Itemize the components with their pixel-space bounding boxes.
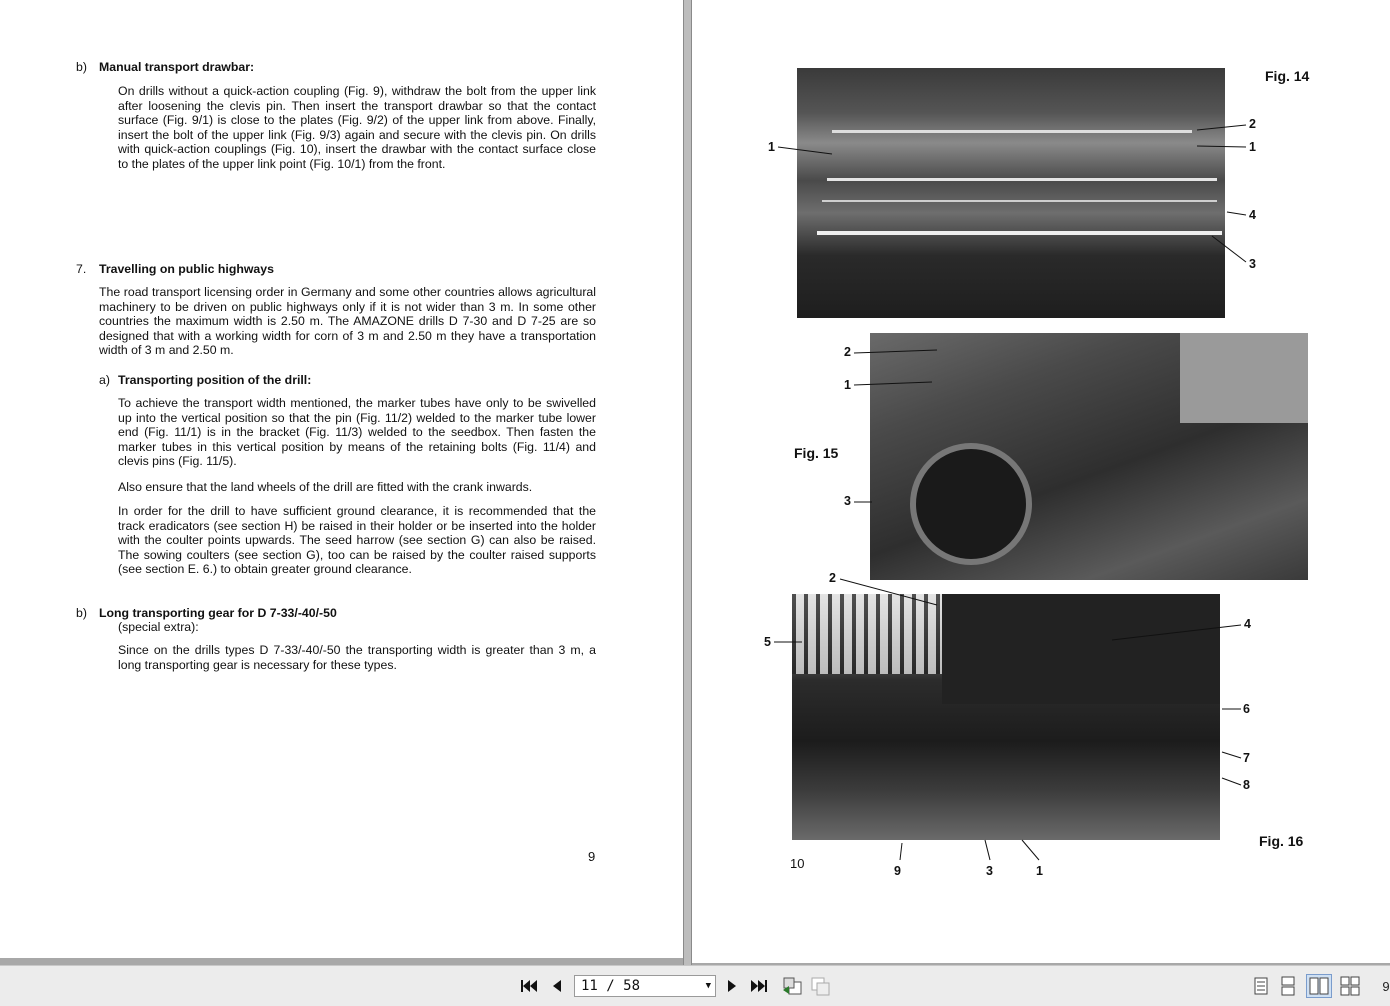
section-a-title: Transporting position of the drill:: [118, 373, 312, 387]
left-page: [0, 0, 683, 958]
last-page-icon: [750, 978, 768, 994]
view-continuous-facing-button[interactable]: [1338, 974, 1362, 998]
previous-page-button[interactable]: [546, 974, 566, 998]
fig15-label-2: 2: [844, 345, 851, 359]
fig16-label-4: 4: [1244, 617, 1251, 631]
section-a-text2: Also ensure that the land wheels of the drill are fitted with the crank inwards.: [118, 480, 533, 494]
section-b1-label: b): [76, 60, 87, 74]
fig14-label-4: 4: [1249, 208, 1256, 222]
fig14-label-2: 2: [1249, 117, 1256, 131]
view-single-page-button[interactable]: [1251, 974, 1271, 998]
page-number-input[interactable]: [574, 975, 716, 997]
fig16-caption: Fig. 16: [1259, 833, 1304, 849]
section-b2-text: Since on the drills types D 7-33/-40/-50 the transporting width is greater than 3 m, a long transporting gear is necessary for these types.: [118, 643, 596, 672]
continuous-facing-icon: [1340, 976, 1360, 996]
previous-view-icon: [781, 976, 803, 996]
section-7-title: Travelling on public highways: [99, 262, 274, 276]
single-page-icon: [1254, 977, 1268, 995]
section-a-text1: To achieve the transport width mentioned, the marker tubes have only to be swivelled up into the vertical position so that the pin (Fig. 11/2) welded to the marker tube lower end (Fig. 11/1) is in the bracket (Fig. 11/3) welded to the seedbox. Then fasten the marker tubes in this vertical position by means of the retaining bolts (Fig. 11/4) and clevis pins (Fig. 11/5).: [118, 396, 596, 469]
previous-page-icon: [550, 978, 562, 994]
section-b2-title: Long transporting gear for D 7-33/-40/-50: [99, 606, 337, 620]
fig16-label-8: 8: [1243, 778, 1250, 792]
go-back-view-button[interactable]: [780, 974, 804, 998]
section-7-text: The road transport licensing order in Germany and some other countries allows agricultural machinery to be driven on public highways only if it is not wider than 3 m. In some other countries the maximum width is 2.50 m. The AMAZONE drills D 7-30 and D 7-25 are so designed that with a working width for corn of 3 m and 2.50 m they have a transportation width of 3 m and 2.50 m.: [99, 285, 596, 358]
view-facing-button[interactable]: [1306, 974, 1332, 998]
first-page-button[interactable]: [518, 974, 540, 998]
section-b1-title: Manual transport drawbar:: [99, 60, 255, 74]
view-continuous-button[interactable]: [1278, 974, 1298, 998]
first-page-icon: [520, 978, 538, 994]
fig16-label-1: 1: [1036, 864, 1043, 878]
fig14-caption: Fig. 14: [1265, 68, 1310, 84]
last-page-button[interactable]: [748, 974, 770, 998]
fig16-label-2: 2: [829, 571, 836, 585]
fig15-label-1: 1: [844, 378, 851, 392]
facing-pages-icon: [1309, 977, 1329, 995]
page-gutter: [683, 0, 692, 965]
section-b2-subtitle: (special extra):: [118, 620, 199, 634]
fig15-label-3: 3: [844, 494, 851, 508]
next-page-icon: [726, 978, 738, 994]
section-a-text3: In order for the drill to have sufficient ground clearance, it is recommended that the track eradicators (see section H) be raised in their holder or be inserted into the holder with the coulter points upwards. The seed harrow (see section G) can also be raised. The sowing coulters (see section G), too can be raised by the coulter raised supports (see section E. 6.) to obtain greater ground clearance.: [118, 504, 596, 577]
fig16-label-9: 9: [894, 864, 901, 878]
figure-leader-lines: [692, 0, 1390, 963]
toolbar-overflow-text: 9: [1382, 978, 1390, 994]
section-b1-text: On drills without a quick-action coupling (Fig. 9), withdraw the bolt from the upper link after loosening the clevis pin. Then insert the transport drawbar so that the contact surface (Fig. 9/1) is close to the plates (Fig. 9/2) of the upper link from above. Finally, insert the bolt of the upper link (Fig. 9/3) again and secure with the clevis pin. On drills with quick-action couplings (Fig. 10), insert the drawbar with the contact surface close to the plates of the upper link point (Fig. 10/1) from the front.: [118, 84, 596, 171]
page-dropdown-icon[interactable]: ▼: [705, 981, 711, 991]
right-page: [692, 0, 1390, 963]
fig16-label-5: 5: [764, 635, 771, 649]
continuous-page-icon: [1281, 976, 1295, 996]
fig16-label-6: 6: [1243, 702, 1250, 716]
next-view-icon: [809, 976, 831, 996]
section-7-label: 7.: [76, 262, 87, 276]
fig15-caption: Fig. 15: [794, 445, 839, 461]
fig16-label-7: 7: [1243, 751, 1250, 765]
fig14-label-1a: 1: [768, 140, 775, 154]
left-page-number: 9: [588, 849, 596, 864]
fig14-label-1b: 1: [1249, 140, 1256, 154]
fig16-label-3: 3: [986, 864, 993, 878]
page-number-display: 11 / 58: [581, 978, 641, 994]
right-page-number: 10: [790, 856, 805, 871]
fig14-label-3: 3: [1249, 257, 1256, 271]
next-page-button[interactable]: [722, 974, 742, 998]
section-b2-label: b): [76, 606, 87, 620]
section-a-label: a): [99, 373, 110, 387]
navigation-toolbar: [0, 965, 1390, 1006]
go-forward-view-button[interactable]: [808, 974, 832, 998]
